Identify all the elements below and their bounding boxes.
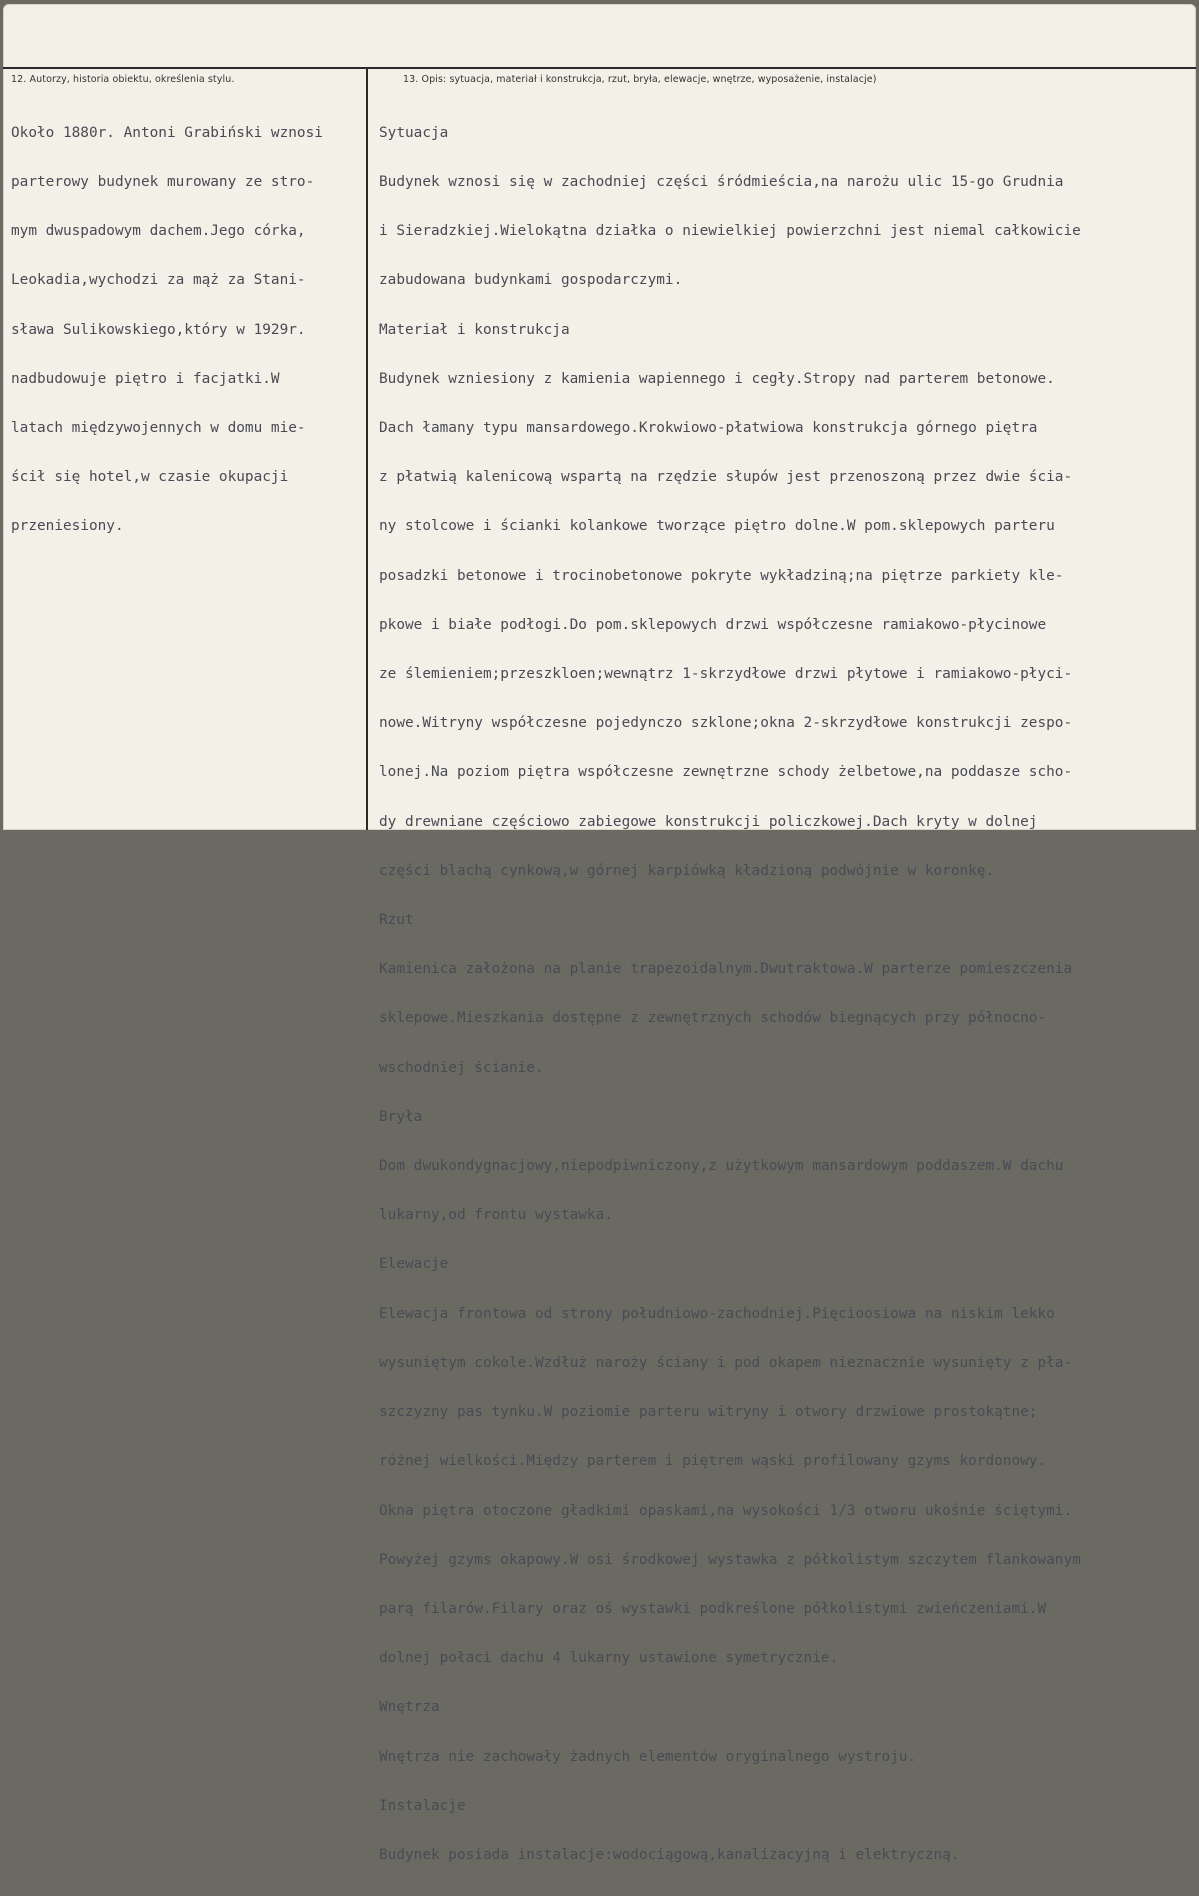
text-line: wschodniej ścianie. <box>379 1059 544 1076</box>
text-line: szczyzny pas tynku.W poziomie parteru witryny i otwory drzwiowe prostokątne; <box>379 1404 1038 1421</box>
text-line: Kamienica założona na planie trapezoidalnym.Dwutraktowa.W parterze pomieszczenia <box>379 961 1073 978</box>
text-line: pkowe i białe podłogi.Do pom.sklepowych drzwi współczesne ramiakowo-płycinowe <box>379 616 1047 633</box>
text-line: Budynek posiada instalacje:wodociągową,kanalizacyjną i elektryczną. <box>379 1846 960 1863</box>
text-line: Elewacja frontowa od strony południowo-zachodniej.Pięcioosiowa na niskim lekko <box>379 1305 1055 1322</box>
text-line: Instalacje <box>379 1797 466 1814</box>
header-rule <box>3 67 1196 69</box>
text-line: nadbudowuje piętro i facjatki.W <box>11 370 280 387</box>
text-line: lonej.Na poziom piętra współczesne zewnętrzne schody żelbetowe,na poddasze scho- <box>379 764 1073 781</box>
text-line: parterowy budynek murowany ze stro- <box>11 174 315 191</box>
text-line: ny stolcowe i ścianki kolankowe tworzące piętro dolne.W pom.sklepowych parteru <box>379 518 1055 535</box>
text-line: Materiał i konstrukcja <box>379 321 570 338</box>
text-line: parą filarów.Filary oraz oś wystawki podkreślone półkolistymi zwieńczeniami.W <box>379 1600 1047 1617</box>
text-line: Elewacje <box>379 1256 449 1273</box>
column-divider <box>366 68 368 830</box>
inventory-card <box>3 4 1196 1863</box>
text-line: ze ślemieniem;przeszkloen;wewnątrz 1-skrzydłowe drzwi płytowe i ramiakowo-płyci- <box>379 666 1073 683</box>
text-line: sklepowe.Mieszkania dostępne z zewnętrznych schodów biegnących przy północno- <box>379 1010 1047 1027</box>
text-line: sława Sulikowskiego,który w 1929r. <box>11 321 306 338</box>
text-line: wysuniętym cokole.Wzdłuż naroży ściany i pod okapem nieznacznie wysunięty z pła- <box>379 1354 1073 1371</box>
text-line: nowe.Witryny współczesne pojedynczo szklone;okna 2-skrzydłowe konstrukcji zespo- <box>379 715 1073 732</box>
description-text <box>379 92 1194 1896</box>
text-line: dy drewniane częściowo zabiegowe konstrukcji policzkowej.Dach kryty w dolnej <box>379 813 1038 830</box>
text-line: Dom dwukondygnacjowy,niepodpiwniczony,z użytkowym mansardowym poddaszem.W dachu <box>379 1158 1064 1175</box>
text-line: z płatwią kalenicową wspartą na rzędzie słupów jest przenoszoną przez dwie ścia- <box>379 469 1073 486</box>
text-line: Wnętrza <box>379 1699 440 1716</box>
text-line: części blachą cynkową,w górnej karpiówką kładzioną podwójnie w koronkę. <box>379 862 995 879</box>
text-line: Wnętrza nie zachowały żadnych elementów oryginalnego wystroju. <box>379 1748 917 1765</box>
text-line: latach międzywojennych w domu mie- <box>11 420 306 437</box>
text-line: Rzut <box>379 912 414 929</box>
text-line: lukarny,od frontu wystawka. <box>379 1207 613 1224</box>
authors-history-text <box>11 92 363 568</box>
text-line: Budynek wznosi się w zachodniej części śródmieścia,na narożu ulic 15-go Grudnia <box>379 174 1064 191</box>
section-12-header: 12. Autorzy, historia obiektu, określenia stylu. <box>11 74 235 85</box>
text-line: różnej wielkości.Między parterem i piętrem wąski profilowany gzyms kordonowy. <box>379 1453 1047 1470</box>
text-line: mym dwuspadowym dachem.Jego córka, <box>11 223 306 240</box>
text-line: Bryła <box>379 1108 423 1125</box>
text-line: dolnej połaci dachu 4 lukarny ustawione symetrycznie. <box>379 1650 839 1667</box>
text-line: i Sieradzkiej.Wielokątna działka o niewielkiej powierzchni jest niemal całkowicie <box>379 223 1081 240</box>
text-line: zabudowana budynkami gospodarczymi. <box>379 272 683 289</box>
text-line: Powyżej gzyms okapowy.W osi środkowej wystawka z półkolistym szczytem flankowanym <box>379 1551 1081 1568</box>
text-line: Okna piętra otoczone gładkimi opaskami,na wysokości 1/3 otworu ukośnie ściętymi. <box>379 1502 1073 1519</box>
text-line: posadzki betonowe i trocinobetonowe pokryte wykładziną;na piętrze parkiety kle- <box>379 567 1064 584</box>
text-line: przeniesiony. <box>11 518 124 535</box>
section-13-header: 13. Opis: sytuacja, materiał i konstrukcja, rzut, bryła, elewacje, wnętrze, wyposażenie, instalacje) <box>403 74 877 85</box>
text-line: Dach łamany typu mansardowego.Krokwiowo-płatwiowa konstrukcja górnego piętra <box>379 420 1038 437</box>
text-line: Około 1880r. Antoni Grabiński wznosi <box>11 124 323 141</box>
text-line: Sytuacja <box>379 124 449 141</box>
text-line: ścił się hotel,w czasie okupacji <box>11 469 289 486</box>
text-line: Leokadia,wychodzi za mąż za Stani- <box>11 272 306 289</box>
text-line: Budynek wzniesiony z kamienia wapiennego i cegły.Stropy nad parterem betonowe. <box>379 370 1055 387</box>
